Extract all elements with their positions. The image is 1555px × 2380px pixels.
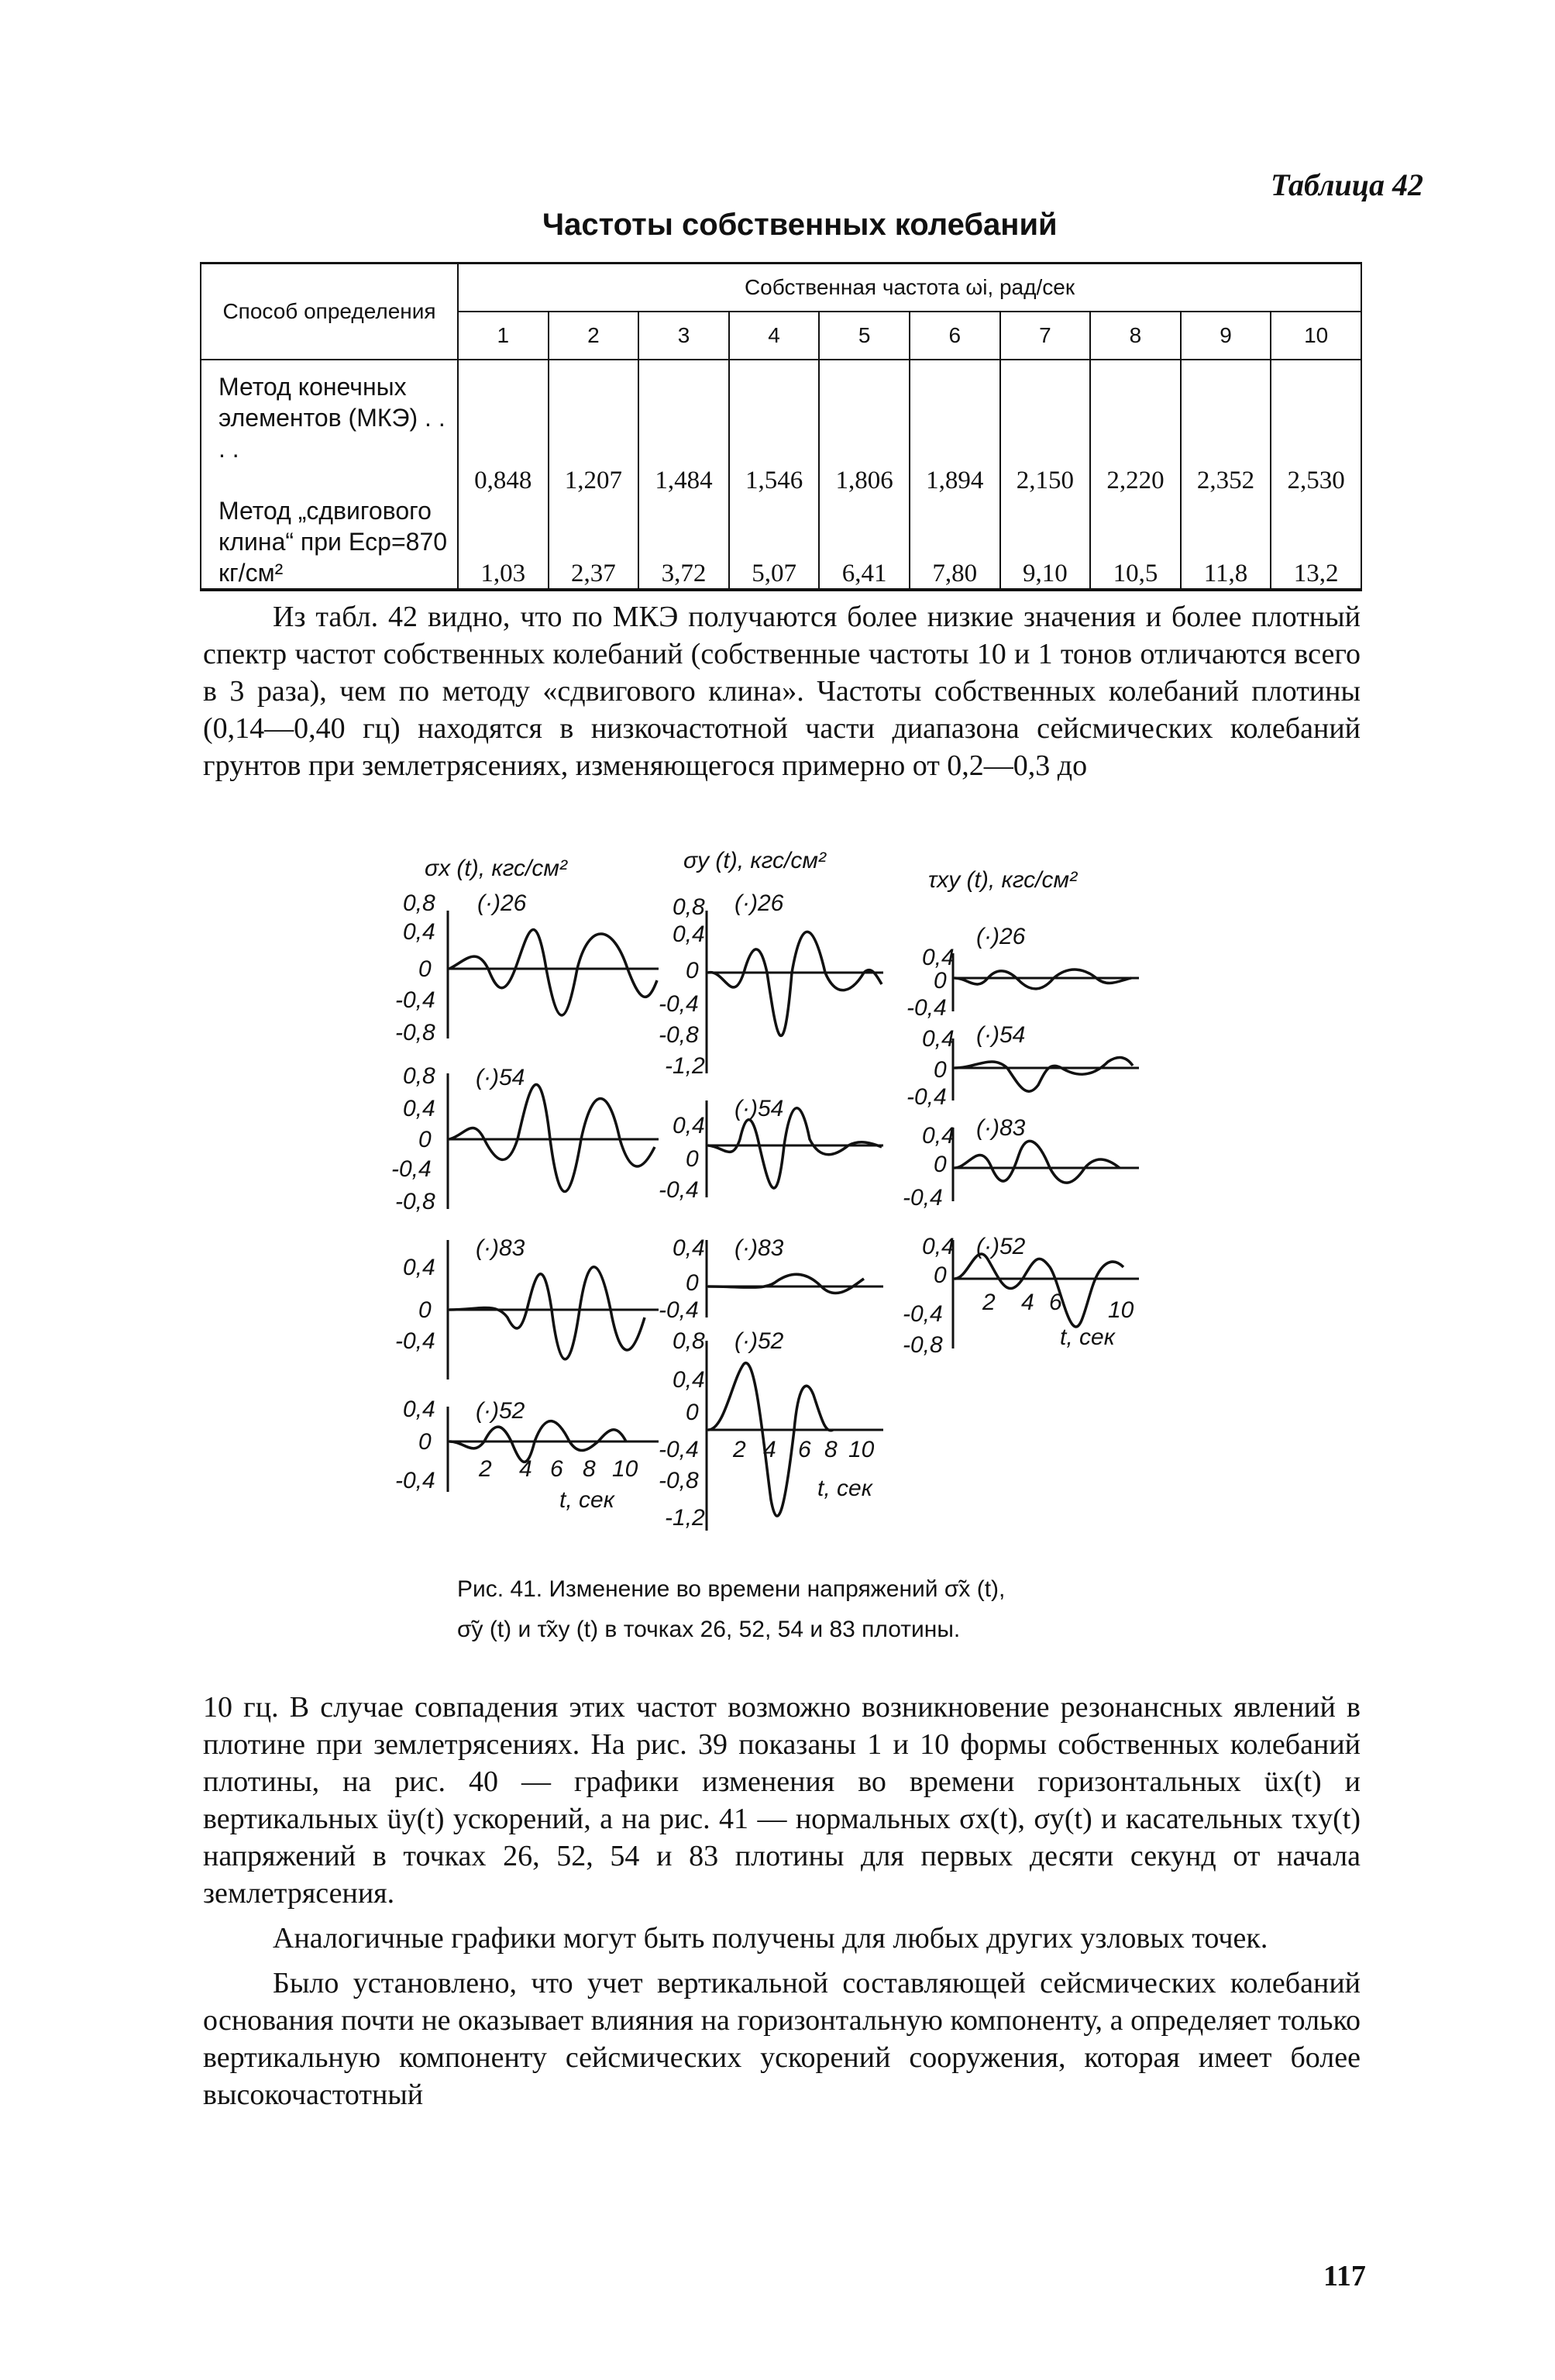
point-label: (·)26 xyxy=(976,924,1026,949)
table-cell: 1,207 xyxy=(549,360,639,495)
tick-label: -0,4 xyxy=(659,991,699,1017)
tick-label: 0 xyxy=(934,1262,947,1288)
caption-line: Рис. 41. Изменение во времени напряжений σ̃x (t), xyxy=(457,1576,1006,1602)
table-cell: 11,8 xyxy=(1181,495,1271,590)
tick-label: -0,8 xyxy=(659,1468,699,1493)
tick-label: 0,4 xyxy=(673,921,705,947)
column-header: 2 xyxy=(549,312,639,360)
point-label: (·)54 xyxy=(734,1096,784,1121)
method-name: Метод конечных элементов (МКЭ) . . . . xyxy=(201,360,458,495)
tick-label: -0,8 xyxy=(395,1020,435,1045)
table-cell: 3,72 xyxy=(638,495,729,590)
column-header: 5 xyxy=(819,312,910,360)
time-tick: 2 xyxy=(982,1290,996,1315)
column-header: 8 xyxy=(1090,312,1181,360)
point-label: (·)52 xyxy=(976,1234,1026,1259)
tick-label: 0,4 xyxy=(922,1026,955,1052)
method-header: Способ определения xyxy=(201,263,458,360)
time-tick: 10 xyxy=(1108,1297,1134,1323)
time-tick: 10 xyxy=(848,1437,875,1462)
tick-label: 0 xyxy=(418,1297,432,1323)
caption-line: σ̃y (t) и τ̃xy (t) в точках 26, 52, 54 и 83 плотины. xyxy=(457,1617,961,1642)
point-label: (·)52 xyxy=(734,1328,784,1354)
table-cell: 6,41 xyxy=(819,495,910,590)
tick-label: 0 xyxy=(686,958,699,983)
tick-label: 0,8 xyxy=(673,1328,705,1354)
column-header: 10 xyxy=(1271,312,1361,360)
table-cell: 10,5 xyxy=(1090,495,1181,590)
time-axis-label: t, сек xyxy=(1060,1324,1115,1350)
table-cell: 13,2 xyxy=(1271,495,1361,590)
time-tick: 8 xyxy=(824,1437,838,1462)
time-tick: 6 xyxy=(798,1437,811,1462)
tick-label: 0 xyxy=(686,1146,699,1172)
table-cell: 2,352 xyxy=(1181,360,1271,495)
table-cell: 1,546 xyxy=(729,360,820,495)
tick-label: 0,4 xyxy=(673,1367,705,1393)
tick-label: 0 xyxy=(934,1152,947,1177)
tick-label: -0,4 xyxy=(395,987,435,1013)
tick-label: 0,4 xyxy=(673,1235,705,1261)
tick-label: 0 xyxy=(934,1057,947,1083)
tick-label: -1,2 xyxy=(665,1053,705,1079)
figure-caption xyxy=(457,1569,1154,1650)
tick-label: 0,4 xyxy=(403,919,435,945)
tick-label: -0,4 xyxy=(907,995,947,1021)
col3-title: τxy (t), кгс/см² xyxy=(928,867,1078,893)
tick-label: 0 xyxy=(686,1270,699,1296)
page-number: 117 xyxy=(1323,2260,1366,2292)
point-label: (·)54 xyxy=(976,1022,1026,1048)
tick-label: 0 xyxy=(418,1127,432,1152)
point-label: (·)52 xyxy=(476,1398,525,1424)
tick-label: 0,4 xyxy=(403,1255,435,1280)
tick-label: 0,4 xyxy=(403,1096,435,1121)
time-tick: 4 xyxy=(763,1437,776,1462)
paragraph-text: 10 гц. В случае совпадения этих частот возможно возникновение резонансных явлений в плотине при землетрясениях. На рис. 39 показаны 1 и 10 формы собственных колебаний плотины, на рис. 40 — графики изменения во времени горизонтальных üx(t) и вертикальных üy(t) ускорений, а на рис. 41 — нормальных σx(t), σy(t) и касательных τxy(t) напряжений в точках 26, 52, 54 и 83 плотины для первых десяти секунд от начала землетрясения. xyxy=(203,1691,1361,1910)
table-cell: 2,150 xyxy=(1000,360,1091,495)
tick-label: -0,4 xyxy=(907,1084,947,1110)
table-cell: 1,484 xyxy=(638,360,729,495)
table-title: Частоты собственных колебаний xyxy=(542,208,1058,242)
table-cell: 2,530 xyxy=(1271,360,1361,495)
column-header: 7 xyxy=(1000,312,1091,360)
tick-label: 0,4 xyxy=(403,1397,435,1422)
tick-label: -0,8 xyxy=(395,1189,435,1214)
point-label: (·)83 xyxy=(976,1115,1026,1141)
tick-label: -0,8 xyxy=(903,1332,943,1358)
tick-label: -1,2 xyxy=(665,1505,705,1531)
table-cell: 2,220 xyxy=(1090,360,1181,495)
tick-label: -0,4 xyxy=(659,1437,699,1462)
table-cell: 5,07 xyxy=(729,495,820,590)
column-header: 6 xyxy=(910,312,1000,360)
time-axis-label: t, сек xyxy=(559,1487,614,1513)
time-tick: 2 xyxy=(733,1437,746,1462)
column-header: 9 xyxy=(1181,312,1271,360)
table-cell: 2,37 xyxy=(549,495,639,590)
tick-label: -0,4 xyxy=(659,1177,699,1203)
tick-label: -0,8 xyxy=(659,1022,699,1048)
time-tick: 4 xyxy=(519,1456,532,1482)
table-cell: 1,03 xyxy=(458,495,549,590)
method-name: Метод „сдвигового клина“ при Eср=870 кг/см² xyxy=(201,495,458,590)
tick-label: 0,4 xyxy=(922,1234,955,1259)
tick-label: -0,4 xyxy=(903,1301,943,1327)
time-tick: 10 xyxy=(612,1456,638,1482)
tick-label: 0 xyxy=(418,956,432,982)
tick-label: 0 xyxy=(418,1429,432,1455)
column-header: 3 xyxy=(638,312,729,360)
tick-label: 0,4 xyxy=(922,945,955,970)
table-cell: 9,10 xyxy=(1000,495,1091,590)
time-tick: 4 xyxy=(1021,1290,1034,1315)
point-label: (·)26 xyxy=(734,890,784,916)
time-tick: 6 xyxy=(1049,1290,1062,1315)
column-header: 4 xyxy=(729,312,820,360)
table-number: Таблица 42 xyxy=(1271,167,1423,202)
table-cell: 1,806 xyxy=(819,360,910,495)
tick-label: -0,4 xyxy=(395,1468,435,1493)
point-label: (·)83 xyxy=(476,1235,525,1261)
time-tick: 6 xyxy=(550,1456,563,1482)
col1-title: σx (t), кгс/см² xyxy=(425,856,567,881)
paragraph-text: Аналогичные графики могут быть получены для любых других узловых точек. xyxy=(273,1922,1268,1955)
tick-label: -0,4 xyxy=(395,1328,435,1354)
body-text xyxy=(203,1689,1361,2113)
time-tick: 2 xyxy=(479,1456,492,1482)
tick-label: 0 xyxy=(686,1400,699,1425)
paragraph-text: Из табл. 42 видно, что по МКЭ получаются более низкие значения и более плотный спектр частот собственных колебаний (собственные частоты 10 и 1 тонов отличаются всего в 3 раза), чем по методу «сдвигового клина». Частоты собственных колебаний плотины (0,14—0,40 гц) находятся в низкочастотной части диапазона сейсмических колебаний грунтов при землетрясениях, изменяющегося примерно от 0,2—0,3 до xyxy=(203,601,1361,782)
point-label: (·)26 xyxy=(477,890,527,916)
tick-label: -0,4 xyxy=(391,1156,432,1182)
tick-label: -0,4 xyxy=(659,1297,699,1323)
tick-label: 0,8 xyxy=(673,894,705,920)
col2-title: σy (t), кгс/см² xyxy=(683,848,826,873)
frequency-header: Собственная частота ωi, рад/сек xyxy=(458,263,1361,312)
paragraph-text: Было установлено, что учет вертикальной составляющей сейсмических колебаний основания почти не оказывает влияния на горизонтальную компоненту, а определяет только вертикальную компоненту сейсмических ускорений сооружения, которая имеет более высокочастотный xyxy=(203,1967,1361,2111)
table-cell: 1,894 xyxy=(910,360,1000,495)
point-label: (·)54 xyxy=(476,1065,525,1090)
point-label: (·)83 xyxy=(734,1235,784,1261)
tick-label: 0 xyxy=(934,968,947,994)
tick-label: 0,8 xyxy=(403,890,435,916)
table-cell: 7,80 xyxy=(910,495,1000,590)
tick-label: 0,4 xyxy=(673,1113,705,1138)
table-cell: 0,848 xyxy=(458,360,549,495)
tick-label: 0,4 xyxy=(922,1123,955,1149)
time-tick: 8 xyxy=(583,1456,596,1482)
tick-label: 0,8 xyxy=(403,1063,435,1089)
time-axis-label: t, сек xyxy=(817,1476,872,1501)
tick-label: -0,4 xyxy=(903,1185,943,1211)
column-header: 1 xyxy=(458,312,549,360)
